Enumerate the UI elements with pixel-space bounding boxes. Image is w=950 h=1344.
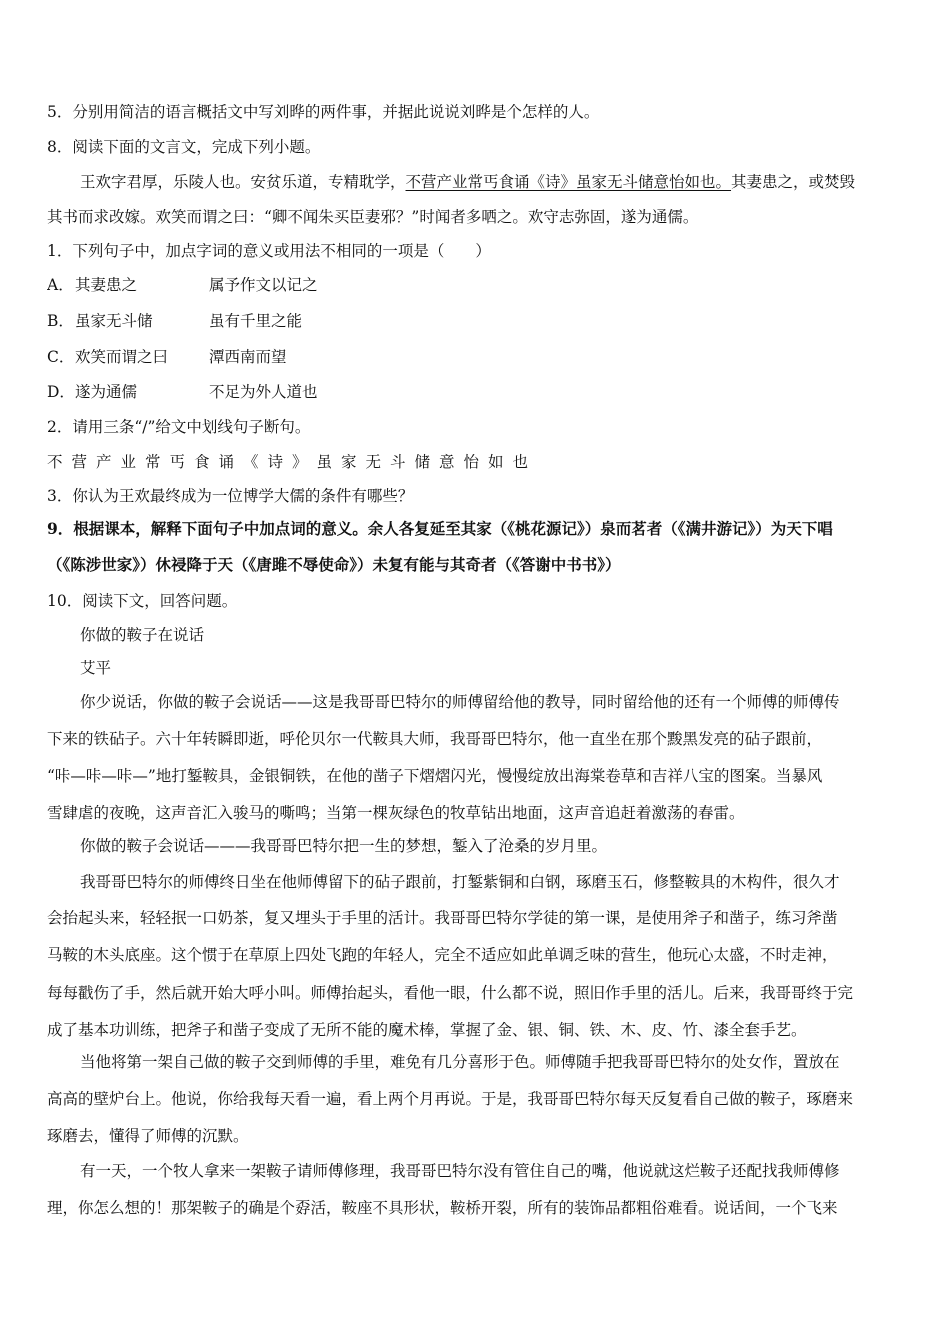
option-phrase-2: 虽有千里之能 [209, 312, 303, 330]
option-letter: B． [47, 312, 74, 330]
article-line: 高高的壁炉台上。他说，你给我每天看一遍，看上两个月再说。于是，我哥哥巴特尔每天反复看自己做的鞍子，琢磨来 [47, 1090, 854, 1108]
option-letter: C． [47, 348, 75, 366]
option-c [47, 347, 907, 367]
sub-question-1: 1．下列句子中，加点字词的意义或用法不相同的一项是（ ） [47, 242, 491, 260]
option-letter: A． [47, 276, 74, 294]
article-line: 马鞍的木头底座。这个惯于在草原上四处飞跑的年轻人，完全不适应如此单调乏味的营生，他玩心太盛，不时走神， [47, 946, 838, 964]
article-author: 艾平 [80, 659, 112, 677]
article-line: 会抬起头来，轻轻抿一口奶茶，复又埋头于手里的活计。我哥哥巴特尔学徒的第一课，是使用斧子和凿子，练习斧凿 [47, 909, 838, 927]
article-line: “咔—咔—咔—”地打錾鞍具，金银铜铁，在他的凿子下熠熠闪光，慢慢绽放出海棠卷草和吉祥八宝的图案。当暴风 [47, 767, 823, 785]
option-d [47, 382, 907, 402]
passage-line [80, 172, 907, 192]
sentence-to-punctuate: 不营产业常丐食诵《诗》虽家无斗储意怡如也 [47, 453, 538, 471]
article-line: 下来的铁砧子。六十年转瞬即逝，呼伦贝尔一代鞍具大师，我哥哥巴特尔，他一直坐在那个黢黑发亮的砧子跟前， [47, 730, 823, 748]
question-5: 5．分别用简洁的语言概括文中写刘晔的两件事，并据此说说刘晔是个怎样的人。 [47, 103, 600, 121]
article-line: 雪肆虐的夜晚，这声音汇入骏马的嘶鸣；当第一棵灰绿色的牧草钻出地面，这声音追赶着激荡的春雷。 [47, 804, 745, 822]
sub-question-2: 2．请用三条“/”给文中划线句子断句。 [47, 418, 311, 436]
article-line: 每每戳伤了手，然后就开始大呼小叫。师傅抬起头，看他一眼，什么都不说，照旧作手里的活儿。后来，我哥哥终于完 [47, 984, 854, 1002]
question-9-line: （《陈涉世家》）休祲降于天（《唐雎不辱使命》）未复有能与其奇者（《答谢中书书》） [47, 555, 621, 574]
article-line: 我哥哥巴特尔的师傅终日坐在他师傅留下的砧子跟前，打錾紫铜和白钢，琢磨玉石，修整鞍具的木构件，很久才 [80, 873, 840, 891]
option-a [47, 275, 907, 295]
option-phrase-1: 欢笑而谓之曰 [75, 348, 169, 366]
option-phrase-2: 属予作文以记之 [209, 276, 318, 294]
option-phrase-1: 遂为通儒 [75, 383, 138, 401]
option-phrase-1: 其妻患之 [75, 276, 138, 294]
article-line: 你做的鞍子会说话———我哥哥巴特尔把一生的梦想，錾入了沧桑的岁月里。 [80, 837, 608, 855]
underlined-sentence: 不营产业常丐食诵《诗》虽家无斗储意怡如也。 [405, 173, 732, 191]
article-line: 理，你怎么想的！那架鞍子的确是个孬活，鞍座不具形状，鞍桥开裂，所有的装饰品都粗俗难看。说话间，一个飞来 [47, 1199, 838, 1217]
article-line: 有一天，一个牧人拿来一架鞍子请师傅修理，我哥哥巴特尔没有管住自己的嘴，他说就这烂鞍子还配找我师傅修 [80, 1162, 840, 1180]
question-8-intro: 8．阅读下面的文言文，完成下列小题。 [47, 138, 321, 156]
passage-text: 其妻患之，或焚毁 [731, 173, 856, 191]
question-9-line: 9．根据课本，解释下面句子中加点词的意义。余人各复延至其家（《桃花源记》）泉而茗者（《满井游记》）为天下唱 [47, 519, 833, 538]
passage-line: 其书而求改嫁。欢笑而谓之曰：“卿不闻朱买臣妻邪？”时闻者多哂之。欢守志弥固，遂为通儒。 [47, 208, 699, 226]
option-phrase-2: 潭西南而望 [209, 348, 287, 366]
option-letter: D． [47, 383, 75, 401]
option-b [47, 311, 907, 331]
passage-text: 王欢字君厚，乐陵人也。安贫乐道，专精耽学， [80, 173, 406, 191]
option-phrase-2: 不足为外人道也 [209, 383, 318, 401]
option-phrase-1: 虽家无斗储 [75, 312, 153, 330]
question-10-intro: 10．阅读下文，回答问题。 [47, 592, 238, 610]
article-line: 成了基本功训练，把斧子和凿子变成了无所不能的魔术棒，掌握了金、银、铜、铁、木、皮、竹、漆全套手艺。 [47, 1021, 807, 1039]
article-line: 当他将第一架自己做的鞍子交到师傅的手里，难免有几分喜形于色。师傅随手把我哥哥巴特尔的处女作，置放在 [80, 1053, 840, 1071]
article-title: 你做的鞍子在说话 [80, 626, 205, 644]
article-line: 琢磨去，懂得了师傅的沉默。 [47, 1127, 249, 1145]
sub-question-3: 3．你认为王欢最终成为一位博学大儒的条件有哪些？ [47, 487, 414, 505]
article-line: 你少说话，你做的鞍子会说话——这是我哥哥巴特尔的师傅留给他的教导，同时留给他的还有一个师傅的师傅传 [80, 693, 840, 711]
